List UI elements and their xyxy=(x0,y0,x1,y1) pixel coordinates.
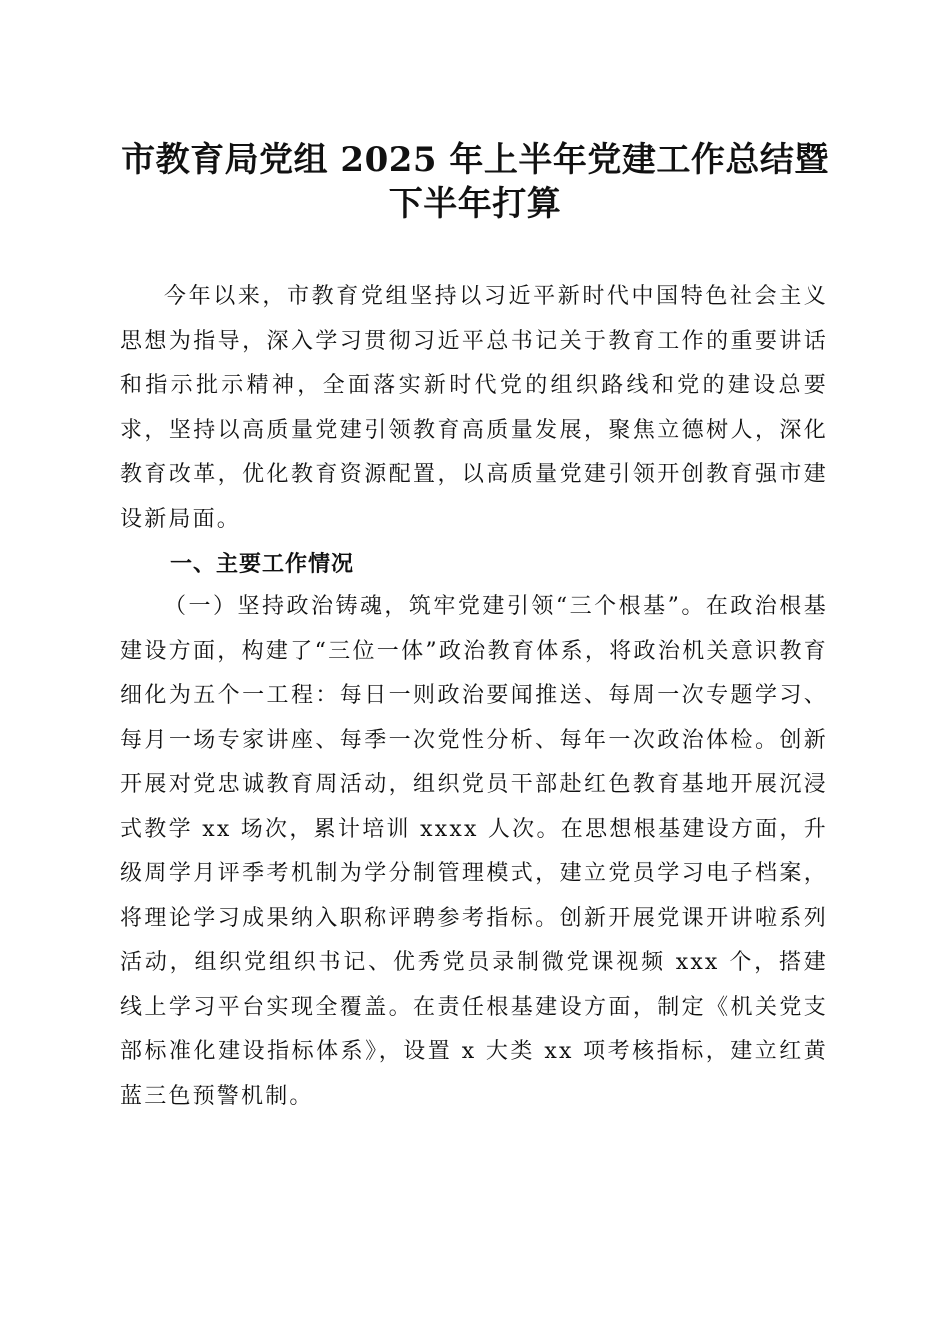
document-title-line-1: 市教育局党组 2025 年上半年党建工作总结暨 xyxy=(121,140,829,180)
intro-paragraph: 今年以来，市教育党组坚持以习近平新时代中国特色社会主义思想为指导，深入学习贯彻习近平总书记关于教育工作的重要讲话和指示批示精神，全面落实新时代党的组织路线和党的建设总要求，坚持以高质量党建引领教育高质量发展，聚焦立德树人，深化教育改革，优化教育资源配置，以高质量党建引领开创教育强市建设新局面。 xyxy=(120,284,828,532)
section-paragraph-political-foundation: （一）坚持政治铸魂，筑牢党建引领“三个根基”。在政治根基建设方面，构建了“三位一体”政治教育体系，将政治机关意识教育细化为五个一工程：每日一则政治要闻推送、每周一次专题学习、每月一场专家讲座、每季一次党性分析、每年一次政治体检。创新开展对党忠诚教育周活动，组织党员干部赴红色教育基地开展沉浸式教学 xx 场次，累计培训 xxxx 人次。在思想根基建设方面，升级周学月评季考机制为学分制管理模式，建立党员学习电子档案，将理论学习成果纳入职称评聘参考指标。创新开展党课开讲啦系列活动，组织党组织书记、优秀党员录制微党课视频 xxx 个，搭建线上学习平台实现全覆盖。在责任根基建设方面，制定《机关党支部标准化建设指标体系》，设置 x 大类 xx 项考核指标，建立红黄蓝三色预警机制。 xyxy=(120,594,828,1109)
document-title-line-2: 下半年打算 xyxy=(388,184,562,224)
section-heading-main-work: 一、主要工作情况 xyxy=(170,552,355,577)
